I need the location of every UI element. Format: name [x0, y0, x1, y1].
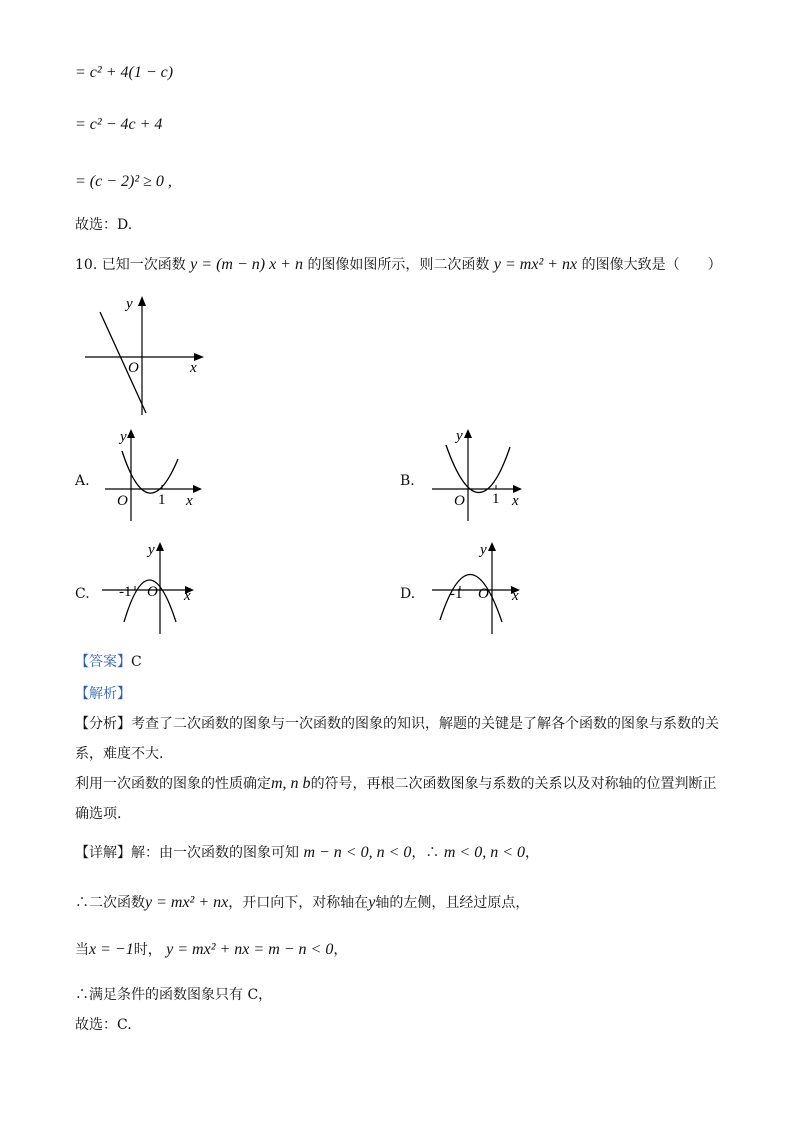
- option-b-origin: O: [454, 493, 465, 509]
- option-d-x-label: x: [512, 588, 519, 604]
- option-d-origin: O: [478, 586, 489, 602]
- option-c-x-label: x: [184, 588, 191, 604]
- question-number: 10.: [75, 257, 98, 273]
- detail-text-2c: 轴的左侧，且经过原点，: [375, 895, 530, 911]
- detail-text-3a: 当: [75, 942, 89, 958]
- detail-condition-2: m < 0, n < 0: [443, 844, 526, 861]
- option-a-graph[interactable]: [100, 425, 210, 525]
- axis-x-label: x: [190, 360, 197, 376]
- analysis-tag: 【解析】: [75, 686, 131, 702]
- detail-text-2a: ∴二次函数: [75, 895, 145, 911]
- detail-comma-1: ，: [525, 845, 540, 861]
- option-b-y-label: y: [456, 428, 463, 444]
- derivation-step-1: = c² + 4(1 − c): [75, 64, 174, 81]
- question-mid: 的图像如图所示，则二次函数: [307, 257, 490, 273]
- option-d-tick-neg1: -1: [450, 586, 463, 602]
- detail-text-2b: ，开口向下，对称轴在: [228, 895, 369, 911]
- axis-y-label: y: [126, 296, 133, 312]
- origin-label: O: [128, 360, 139, 376]
- derivation-step-3: = (c − 2)² ≥ 0 ,: [75, 173, 172, 190]
- detail-evaluation: y = mx² + nx = m − n < 0: [166, 941, 334, 958]
- detail-line-3: [75, 940, 347, 960]
- option-a-x-label: x: [186, 493, 193, 509]
- option-b-x-label: x: [512, 493, 519, 509]
- option-c-y-label: y: [148, 542, 155, 558]
- option-a-label[interactable]: A.: [75, 473, 90, 489]
- analysis-label: 【分析】: [75, 716, 131, 732]
- linear-graph: [80, 290, 210, 420]
- detail-line-1: [75, 843, 539, 863]
- detail-comma-3: ，: [333, 942, 348, 958]
- option-d-graph[interactable]: [430, 538, 540, 638]
- detail-line-4: ∴满足条件的函数图象只有 C，: [75, 987, 273, 1003]
- option-a-tick-1: 1: [158, 492, 166, 508]
- option-c-origin: O: [147, 584, 158, 600]
- question-10: [75, 255, 722, 275]
- option-c-label[interactable]: C.: [75, 586, 90, 602]
- option-b-tick-1: 1: [492, 491, 500, 507]
- option-d-y-label: y: [480, 542, 487, 558]
- detail-quadratic: y = mx² + nx: [145, 894, 229, 911]
- option-d-label[interactable]: D.: [400, 586, 416, 602]
- detail-label: 【详解】: [75, 845, 131, 861]
- question-intro: 已知一次函数: [101, 257, 186, 273]
- detail-line-5: 故选：C.: [75, 1017, 132, 1033]
- answer-value: C: [131, 654, 142, 670]
- derivation-step-2: = c² − 4c + 4: [75, 116, 163, 133]
- linear-function: y = (m − n) x + n: [190, 256, 303, 273]
- answer-line: [75, 652, 142, 672]
- detail-line-2: [75, 893, 529, 913]
- detail-text-1a: 解：由一次函数的图象可知: [131, 845, 299, 861]
- analysis-symbols: m, n b: [271, 775, 311, 792]
- detail-condition-1: m − n < 0, n < 0: [303, 844, 412, 861]
- analysis-line-1: [75, 714, 719, 734]
- analysis-text-3a: 利用一次函数的图象的性质确定: [75, 776, 271, 792]
- option-c-tick-neg1: -1: [119, 584, 132, 600]
- quadratic-function: y = mx² + nx: [493, 256, 578, 273]
- analysis-text-1: 考查了二次函数的图象与一次函数的图象的知识，解题的关键是了解各个函数的图象与系数的关: [131, 716, 719, 732]
- detail-x-value: x = −1: [89, 941, 134, 958]
- analysis-line-2: 系，难度不大.: [75, 746, 164, 762]
- detail-text-3b: 时，: [133, 942, 162, 958]
- analysis-line-4: 确选项.: [75, 806, 122, 822]
- option-a-y-label: y: [120, 429, 127, 445]
- option-b-graph[interactable]: [430, 425, 540, 525]
- detail-therefore: ，∴: [411, 845, 440, 861]
- previous-choice: 故选：D.: [75, 217, 133, 233]
- option-c-graph[interactable]: [100, 538, 210, 638]
- detail-y-axis: y: [368, 894, 376, 911]
- option-a-origin: O: [117, 493, 128, 509]
- answer-tag: 【答案】: [75, 654, 131, 670]
- analysis-text-3b: 的符号，再根二次函数图象与系数的关系以及对称轴的位置判断正: [310, 776, 717, 792]
- question-end: 的图像大致是（ ）: [581, 257, 722, 273]
- analysis-line-3: [75, 774, 717, 794]
- option-b-label[interactable]: B.: [400, 473, 415, 489]
